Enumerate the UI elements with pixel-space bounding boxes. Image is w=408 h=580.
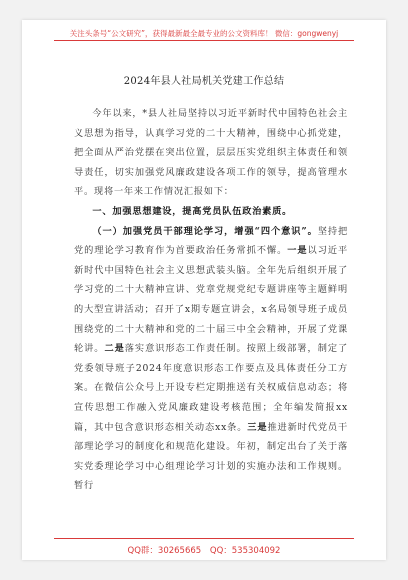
subsection-heading-1: （一）加强党员干部理论学习，增强“四个意识”。 (92, 225, 318, 237)
header-banner: 关注头条号“公文研究”，获得最新最全最专业的公文资料库！ 微信：gongwenyj (69, 29, 339, 38)
point-marker-three: 三是 (247, 421, 268, 433)
footer-rule (54, 538, 354, 539)
document-page (22, 20, 386, 560)
intro-paragraph: 今年以来，*县人社局坚持以习近平新时代中国特色社会主义思想为指导，认真学习党的二十大精神，围绕中心抓党建，把全面从严治党摆在突出位置，层层压实党组织主体责任和领导责任，切实加强党风廉政建设各项工作的领导，提高管理水平。现将一年来工作情况汇报如下： (74, 108, 348, 198)
subsection-paragraph-1 (74, 222, 348, 496)
subsection-text-c: 落实意识形态工作责任制。按照上级部署，制定了党委领导班子2024年度意识形态工作要点及具体责任分工方案。在微信公众号上开设专栏定期推送有关权威信息动态；将宣传思想工作融入党风廉政建设考核范围；全年编发简报xx篇，其中包含意识形态相关动态xx条。 (74, 343, 348, 433)
header-rule (54, 40, 354, 41)
document-body (74, 104, 348, 496)
point-marker-two: 二是 (104, 343, 125, 355)
footer-banner: QQ群：30265665 QQ：535304092 (127, 546, 281, 556)
point-marker-one: 一是 (287, 245, 308, 257)
document-title: 2024年县人社局机关党建工作总结 (123, 76, 285, 87)
subsection-text-d: 推进新时代党员干部理论学习的制度化和规范化建设。年初，制定出台了关于落实党委理论学习中心组理论学习计划的实施办法和工作规则。暂行 (74, 421, 348, 492)
section-heading-1: 一、加强思想建设，提高党员队伍政治素质。 (92, 205, 293, 217)
subsection-text-b: 以习近平新时代中国特色社会主义思想武装头脑。全年先后组织开展了学习党的二十大精神宣讲、党章党规党纪专题讲座等主题鲜明的大型宣讲活动；召开了x期专题宣讲会，x名局领导班子成员围绕党的二十大精神和党的二十届三中全会精神，开展了党课轮讲。 (74, 245, 348, 355)
subsection-text-a: 坚持把党的理论学习教育作为首要政治任务常抓不懈。 (74, 225, 348, 257)
